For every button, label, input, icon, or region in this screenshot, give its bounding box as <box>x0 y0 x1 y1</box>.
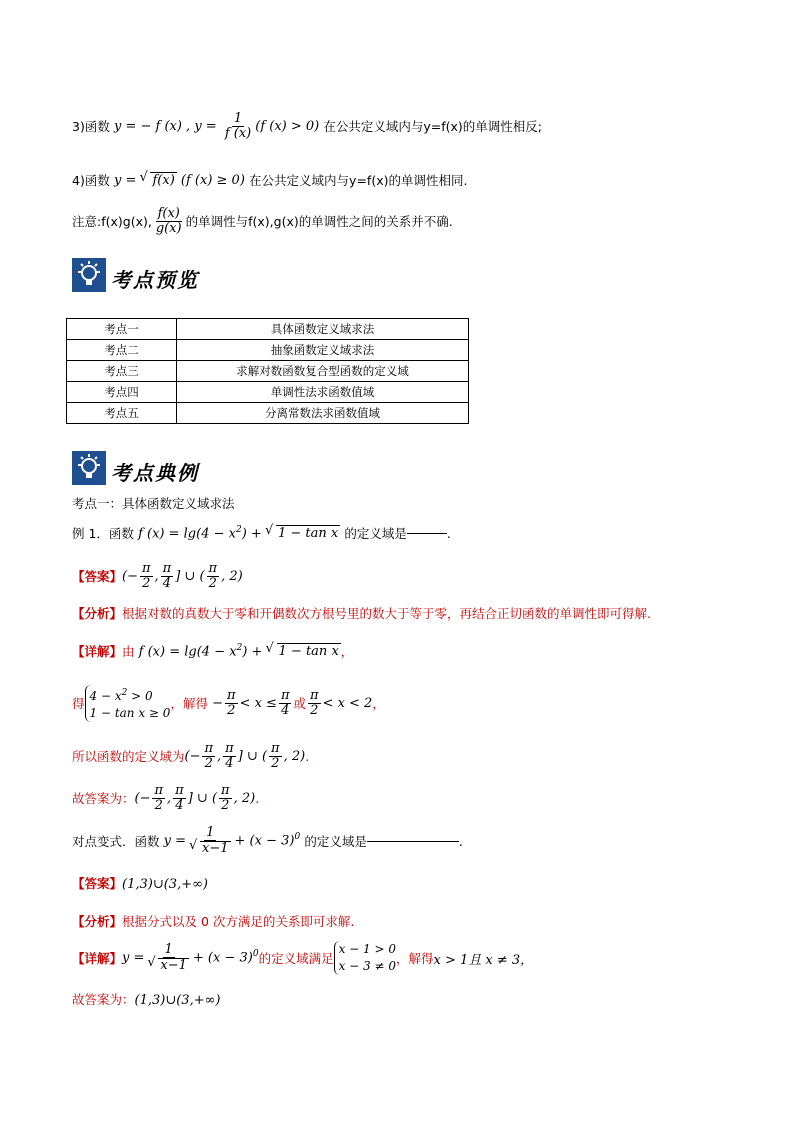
solve-label: ，解得 <box>170 696 208 711</box>
property-3-suffix: 在公共定义域内与y=f(x)的单调性相反; <box>323 119 543 134</box>
property-3-formula: y = − f (x) , y = $\frac{1}{f (x)}$ (f (x) > 0) <box>109 110 324 141</box>
example-1-question: 例 1．函数 f $(x) = \lg(4 - x^2)$ + √ 1 − tan x 的定义域是 . <box>72 522 451 544</box>
question-prefix: 例 1．函数 <box>72 526 134 541</box>
preview-title: 考点预览 <box>111 268 199 292</box>
row-label: 考点二 <box>67 340 177 361</box>
property-4 <box>72 168 467 192</box>
note-formula: $\frac{f(x)}{g(x)}$ <box>155 205 182 236</box>
row-label: 考点五 <box>67 403 177 424</box>
detail-tag: 【详解】 <box>72 644 123 659</box>
row-content: 求解对数函数复合型函数的定义域 <box>177 361 469 382</box>
variant-prefix: 对点变式．函数 <box>72 834 160 849</box>
examples-title: 考点典例 <box>111 461 199 485</box>
property-3-prefix: 3)函数 <box>72 119 110 134</box>
table-row <box>67 340 469 361</box>
note-suffix: 的单调性与f(x),g(x)的单调性之间的关系并不确. <box>185 214 453 229</box>
table-row <box>67 319 469 340</box>
detail-formula: f $(x) = \lg(4 - x^2)$ + √ 1 − tan x <box>135 643 341 659</box>
variant-detail <box>72 938 533 978</box>
variant-question: 对点变式．函数 y = 1 √ x−1 + $(x - 3)^0$ 的定义域是 . <box>72 823 463 859</box>
answer-tag: 【答案】 <box>72 569 123 584</box>
detail-prefix: 由 <box>122 644 135 659</box>
analysis-tag: 【分析】 <box>72 606 123 621</box>
row-content: 单调性法求函数值域 <box>177 382 469 403</box>
row-content: 具体函数定义域求法 <box>177 319 469 340</box>
note <box>72 203 453 239</box>
table-row <box>67 361 469 382</box>
analysis-text: 根据对数的真数大于零和开偶数次方根号里的数大于等于零，再结合正切函数的单调性即可得解. <box>122 606 651 621</box>
final-prefix: 故答案为： <box>72 992 135 1007</box>
example-1-answer <box>72 558 243 594</box>
final-prefix: 故答案为： <box>72 791 135 806</box>
property-4-formula: y = √ f(x) (f (x) ≥ 0) <box>110 172 249 188</box>
note-prefix: 注意:f(x)g(x), <box>72 214 152 229</box>
table-row <box>67 382 469 403</box>
example-1-analysis <box>72 604 651 622</box>
property-4-prefix: 4)函数 <box>72 173 110 188</box>
answer-formula: (− $\frac{\pi}{2}$ , $\frac{\pi}{4}$ ] ∪ ( $\frac{\pi}{2}$ , 2) <box>122 560 243 591</box>
preview-table <box>66 318 469 424</box>
answer-tag: 【答案】 <box>72 876 123 891</box>
question-suffix: 的定义域是 <box>344 526 407 541</box>
detail-tag: 【详解】 <box>72 951 123 966</box>
property-3 <box>72 108 542 144</box>
row-content: 抽象函数定义域求法 <box>177 340 469 361</box>
final-value: (1,3)∪(3,+∞) <box>134 993 221 1008</box>
or-label: 或 <box>293 696 306 711</box>
example-1-final: 故答案为： (− $\frac{\pi}{2}$ , $\frac{\pi}{4}$ ] ∪ ( $\frac{\pi}{2}$ , 2) . <box>72 782 260 813</box>
row-label: 考点三 <box>67 361 177 382</box>
detail-end: x > 1且 x ≠ 3， <box>433 952 534 968</box>
lightbulb-icon <box>72 258 106 292</box>
example-1-detail: 【详解】 由 f $(x) = \lg(4 - x^2)$ + √ 1 − tan x ， <box>72 640 353 662</box>
lightbulb-icon <box>72 451 106 485</box>
solution-range-1: − $\frac{\pi}{2}$ < x ≤ $\frac{\pi}{4}$ <box>207 687 290 718</box>
property-4-suffix: 在公共定义域内与y=f(x)的单调性相同. <box>249 173 468 188</box>
blank-line <box>367 841 459 842</box>
domain-formula: (− $\frac{\pi}{2}$ , $\frac{\pi}{4}$ ] ∪ ( $\frac{\pi}{2}$ , 2) <box>184 740 306 771</box>
variant-answer <box>72 874 208 892</box>
domain-prefix: 所以函数的定义域为 <box>72 749 185 764</box>
inequality-system: x − 1 > 0 x − 3 ≠ 0 <box>334 941 396 975</box>
row-content: 分离常数法求函数值域 <box>177 403 469 424</box>
subheading: 考点一：具体函数定义域求法 <box>72 496 235 511</box>
row-label: 考点一 <box>67 319 177 340</box>
variant-suffix: 的定义域是 <box>304 834 367 849</box>
example-1-domain: 所以函数的定义域为 (− $\frac{\pi}{2}$ , $\frac{\pi}{4}$ ] ∪ ( $\frac{\pi}{2}$ , 2) . <box>72 740 310 771</box>
detail-formula: y = 1 √ x−1 + $(x - 3)^0$ <box>122 943 259 973</box>
analysis-text: 根据分式以及 0 次方满足的关系即可求解. <box>122 914 355 929</box>
analysis-tag: 【分析】 <box>72 914 123 929</box>
inequality-system: $4 - x^2 > 0$ 1 − tan x ≥ 0 <box>85 685 171 722</box>
detail-solve: ，解得 <box>395 951 434 966</box>
example-1-system: 得 $4 - x^2 > 0$ 1 − tan x ≥ 0 ，解得 − $\frac{\pi}{2}$ < x ≤ $\frac{\pi}{4}$ 或 $\frac{\pi}{2}$ < x < 2 ， <box>72 684 385 722</box>
variant-final <box>72 990 221 1008</box>
variant-analysis <box>72 912 354 930</box>
get-label: 得 <box>72 696 85 711</box>
blank-line <box>407 533 447 534</box>
row-label: 考点四 <box>67 382 177 403</box>
answer-value: (1,3)∪(3,+∞) <box>122 877 208 892</box>
detail-mid: 的定义域满足 <box>258 951 334 966</box>
solution-range-2: $\frac{\pi}{2}$ < x < 2 <box>310 687 373 718</box>
final-formula: (− $\frac{\pi}{2}$ , $\frac{\pi}{4}$ ] ∪ ( $\frac{\pi}{2}$ , 2) <box>134 782 256 813</box>
question-formula: f $(x) = \lg(4 - x^2)$ + √ 1 − tan x <box>134 525 344 541</box>
variant-formula: y = 1 √ x−1 + $(x - 3)^0$ <box>160 826 305 856</box>
table-row <box>67 403 469 424</box>
